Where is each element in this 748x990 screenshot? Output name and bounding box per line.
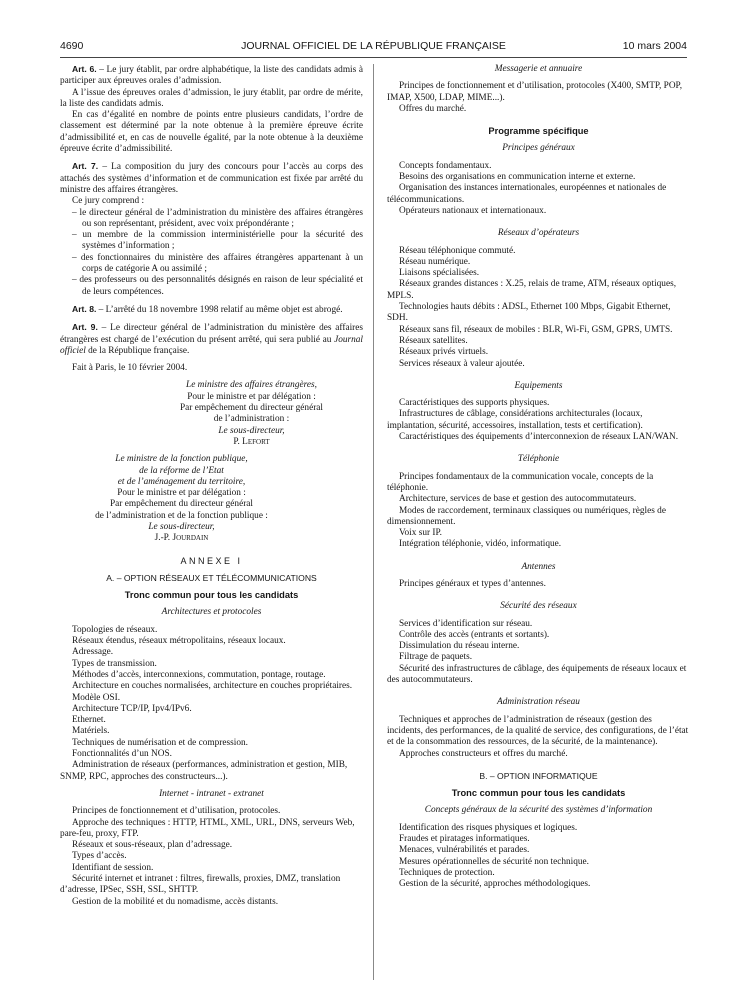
section-heading: Antennes [521, 561, 556, 572]
list-item: Identifiant de session. [72, 862, 154, 873]
column-divider [373, 64, 374, 980]
list-item: Gestion de la mobilité et du nomadisme, accès distants. [72, 896, 279, 907]
ro-list [387, 246, 690, 370]
right-column [387, 64, 690, 891]
art7-p1: Art. 7. – La composition du jury des concours pour l’accès au corps des attachés des systèmes d’information et de communication est fixée par arrêté du ministre des affaires étrangères. [60, 161, 363, 195]
art8-label: Art. 8. [72, 303, 97, 314]
section-heading: Concepts généraux de la sécurité des systèmes d’information [424, 805, 653, 816]
list-item: Techniques de numérisation et de compression. [72, 737, 248, 748]
ant-list [387, 579, 690, 590]
list-item: Architecture TCP/IP, Ipv4/IPv6. [72, 703, 192, 714]
art6-p2: A l’issue des épreuves orales d’admission, le jury établit, par ordre de mérite, la liste des candidats admis. [60, 87, 363, 109]
signature-block-1: Le ministre des affaires étrangères, Pour le ministre et par délégation : Par empêchement du directeur général de l’administration : Le sous-directeur, P. Lefort [60, 380, 363, 448]
list-item: Fraudes et piratages informatiques. [399, 834, 530, 845]
list-item: Services réseaux à valeur ajoutée. [399, 358, 525, 369]
list-item: Réseau téléphonique commuté. [399, 245, 516, 256]
list-item: Adressage. [72, 647, 114, 658]
list-item: Contrôle des accès (entrants et sortants). [399, 629, 550, 640]
list-item: Identification des risques physiques et logiques. [399, 822, 578, 833]
signatory-name: J.-P. Jourdain [154, 533, 209, 544]
list-item: Réseaux satellites. [399, 335, 468, 346]
internet-list [60, 806, 363, 908]
tronc-commun-title: Tronc commun pour tous les candidats [124, 590, 299, 601]
jury-member: – le directeur général de l’administration du ministère des affaires étrangères ou son représentant, président, avec voix prépondérante ; [72, 207, 363, 229]
art8: Art. 8. – L’arrêté du 18 novembre 1998 relatif au même objet est abrogé. [72, 303, 343, 315]
list-item: Principes fondamentaux de la communication vocale, concepts de la téléphonie. [387, 471, 654, 493]
list-item: Matériels. [72, 726, 110, 737]
list-item: Organisation des instances internationales, européennes et nationales de télécommunications. [387, 183, 667, 205]
list-item: Réseaux grandes distances : X.25, relais de trame, ATM, réseaux optiques, MPLS. [387, 279, 677, 301]
list-item: Infrastructures de câblage, considérations architecturales (locaux, implantation, sécurité, accessoires, installation, tests et certification). [387, 409, 643, 431]
section-heading: Equipements [514, 380, 563, 391]
list-item: Administration de réseaux (performances, administration et gestion, MIB, SNMP, RPC, approches des constructeurs...). [60, 760, 348, 782]
section-heading: Principes généraux [502, 143, 575, 154]
list-item: Modèle OSI. [72, 692, 121, 703]
list-item: Réseau numérique. [399, 256, 471, 267]
section-heading: Administration réseau [497, 697, 580, 708]
list-item: Principes de fonctionnement et d’utilisation, protocoles (X400, SMTP, POP, IMAP, X500, LDAP, MIME...). [387, 81, 683, 103]
option-a-title: A. – OPTION RÉSEAUX ET TÉLÉCOMMUNICATIONS [106, 572, 317, 583]
list-item: Concepts fondamentaux. [399, 160, 492, 171]
tel-list [387, 472, 690, 551]
msg-list [387, 81, 690, 115]
annexe-title: ANNEXE I [180, 555, 243, 566]
list-item: Types d’accès. [72, 851, 127, 862]
jury-member: – un membre de la commission interministérielle pour la sécurité des systèmes d’information ; [72, 230, 363, 252]
art7-label: Art. 7. [72, 161, 99, 172]
list-item: Offres du marché. [399, 103, 467, 114]
list-item: Menaces, vulnérabilités et parades. [399, 845, 530, 856]
list-item: Méthodes d’accès, interconnexions, commutation, pontage, routage. [72, 669, 326, 680]
list-item: Caractéristiques des équipements d’interconnexion de réseaux LAN/WAN. [399, 432, 679, 443]
section-heading: Internet - intranet - extranet [159, 788, 264, 799]
section-heading: Architectures et protocoles [161, 607, 262, 618]
list-item: Types de transmission. [72, 658, 157, 669]
list-item: Technologies hauts débits : ADSL, Ethernet 100 Mbps, Gigabit Ethernet, SDH. [387, 302, 671, 324]
jury-member: – des fonctionnaires du ministère des affaires étrangères appartenant à un corps de catégorie A ou assimilé ; [72, 252, 363, 275]
art9: Art. 9. – Le directeur général de l’administration du ministère des affaires étrangères est chargé de l’exécution du présent arrêté, qui sera publié au Journal officiel de la République française. [60, 322, 364, 356]
page-number: 4690 [60, 40, 84, 52]
list-item: Réseaux privés virtuels. [399, 347, 489, 358]
fait-a-paris: Fait à Paris, le 10 février 2004. [72, 363, 188, 374]
list-item: Approche des techniques : HTTP, HTML, XML, URL, DNS, serveurs Web, pare-feu, proxy, FTP. [60, 817, 355, 839]
list-item: Besoins des organisations en communication interne et externe. [399, 172, 636, 183]
page-header [60, 40, 687, 56]
art9-label: Art. 9. [72, 322, 98, 333]
programme-specifique-title: Programme spécifique [488, 126, 589, 137]
cg-list [387, 823, 690, 891]
art6-p1: Art. 6. – Le jury établit, par ordre alphabétique, la liste des candidats admis à participer aux épreuves orales d’admission. [60, 64, 364, 87]
list-item: Réseaux et sous-réseaux, plan d’adressage. [72, 840, 233, 851]
issue-date: 10 mars 2004 [622, 40, 687, 52]
jury-members-list [60, 208, 363, 298]
list-item: Sécurité internet et intranet : filtres, firewalls, proxies, DMZ, translation d’adresse, IPSec, SSH, SSL, SHTTP. [60, 874, 341, 896]
list-item: Techniques de protection. [399, 867, 495, 878]
list-item: Caractéristiques des supports physiques. [399, 398, 550, 409]
art7-intro: Ce jury comprend : [72, 196, 145, 207]
list-item: Services d’identification sur réseau. [399, 618, 533, 629]
option-b-title: B. – OPTION INFORMATIQUE [479, 770, 598, 781]
list-item: Dissimulation du réseau interne. [399, 641, 520, 652]
arch-list [60, 625, 363, 783]
left-column [60, 64, 363, 908]
list-item: Ethernet. [72, 715, 106, 726]
list-item: Réseaux étendus, réseaux métropolitains, réseaux locaux. [72, 636, 286, 647]
list-item: Opérateurs nationaux et internationaux. [399, 205, 547, 216]
signature-block-2: Le ministre de la fonction publique, de la réforme de l’Etat et de l’aménagement du territoire, Pour le ministre et par délégation : Par empêchement du directeur général de l’administration et de la fonction publique : Le sous-directeur, J.-P. Jourdain [60, 454, 363, 544]
tronc-commun-title: Tronc commun pour tous les candidats [451, 788, 626, 799]
list-item: Principes de fonctionnement et d’utilisation, protocoles. [72, 806, 281, 817]
signatory-name: P. Lefort [233, 436, 270, 447]
list-item: Filtrage de paquets. [399, 652, 473, 663]
list-item: Topologies de réseaux. [72, 624, 158, 635]
list-item: Sécurité des infrastructures de câblage, des équipements de réseaux locaux et des autocommutateurs. [387, 663, 687, 686]
list-item: Liaisons spécialisées. [399, 268, 480, 279]
section-heading: Sécurité des réseaux [500, 601, 577, 612]
header-rule [60, 57, 687, 58]
eq-list [387, 398, 690, 443]
art6-p3: En cas d’égalité en nombre de points entre plusieurs candidats, l’ordre de classement est déterminé par la note obtenue à la première épreuve écrite d’admissibilité et, en cas de nouvelle égalité, par la note obtenue à la deuxième épreuve écrite d’admissibilité. [60, 110, 363, 155]
list-item: Intégration téléphonie, vidéo, informatique. [399, 539, 562, 550]
list-item: Voix sur IP. [399, 528, 442, 539]
list-item: Techniques et approches de l’administration de réseaux (gestion des incidents, des performances, de la qualité de service, des configurations, de l’état et de la consommation des ressources, de la sécurité, de la maintenance). [387, 714, 689, 748]
pg-list [387, 161, 690, 217]
list-item: Architecture, services de base et gestion des autocommutateurs. [399, 494, 637, 505]
list-item: Architecture en couches normalisées, architecture en couches propriétaires. [72, 681, 353, 692]
sec-list [387, 619, 690, 687]
adm-list [387, 715, 690, 760]
list-item: Modes de raccordement, terminaux classiques ou numériques, règles de dimensionnement. [387, 505, 666, 527]
list-item: Principes généraux et types d’antennes. [399, 578, 546, 589]
list-item: Mesures opérationnelles de sécurité non technique. [399, 856, 590, 867]
section-heading: Téléphonie [517, 454, 560, 465]
list-item: Gestion de la sécurité, approches méthodologiques. [399, 879, 591, 890]
journal-title: JOURNAL OFFICIEL DE LA RÉPUBLIQUE FRANÇAISE [241, 40, 506, 52]
list-item: Approches constructeurs et offres du marché. [399, 748, 568, 759]
jury-member: – des professeurs ou des personnalités désignés en raison de leur spécialité et de leurs compétences. [72, 275, 363, 297]
art6-label: Art. 6. [72, 64, 97, 74]
section-heading: Messagerie et annuaire [494, 64, 583, 74]
list-item: Fonctionnalités d’un NOS. [72, 749, 172, 760]
section-heading: Réseaux d’opérateurs [497, 228, 580, 239]
list-item: Réseaux sans fil, réseaux de mobiles : BLR, Wi-Fi, GSM, GPRS, UMTS. [399, 324, 673, 335]
